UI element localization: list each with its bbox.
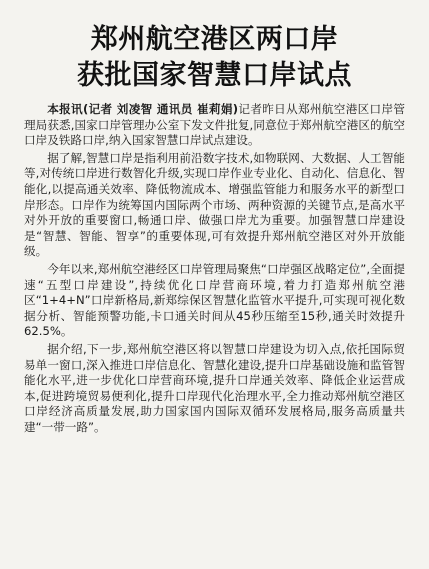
headline-line-1: 郑州航空港区两口岸 [90,24,339,55]
headline-line-2: 获批国家智慧口岸试点 [77,60,352,91]
paragraph-4: 据介绍,下一步,郑州航空港区将以智慧口岸建设为切入点,依托国际贸易单一窗口,深入推进口岸信息化、智慧化建设,提升口岸基础设施和监管智能化水平,进一步优化口岸营商环境,提升口岸通关效率、降低企业运营成本,促进跨境贸易便利化,提升口岸现代化治理水平,全力推动郑州航空港区口岸经济高质量发展,助力国家国内国际双循环发展格局,服务高质量共建“一带一路”。 [24,341,405,434]
byline: 本报讯(记者 刘凌智 通讯员 崔莉娟) [47,102,239,116]
article-body [24,102,405,437]
paragraph-1 [24,102,405,149]
paragraph-1-text: 记者昨日从郑州航空港区口岸管理局获悉,国家口岸管理办公室下发文件批复,同意位于郑州航空港区的航空口岸及铁路口岸,纳入国家智慧口岸试点建设。 [24,102,405,148]
paragraph-3: 今年以来,郑州航空港经区口岸管理局聚焦“口岸强区战略定位”,全面提速“五型口岸建设”,持续优化口岸营商环境,着力打造郑州航空港区“1+4+N”口岸新格局,新郑综保区智慧化监管水平提升,可实现可视化数据分析、智能预警功能,卡口通关时间从45秒压缩至15秒,通关时效提升62.5%。 [24,261,405,339]
paragraph-2: 据了解,智慧口岸是指利用前沿数字技术,如物联网、大数据、人工智能等,对传统口岸进行数智化升级,实现口岸作业专业化、自动化、信息化、智能化,以提高通关效率、降低物流成本、增强监管能力和服务水平的新型口岸形态。口岸作为统筹国内国际两个市场、两种资源的关键节点,是高水平对外开放的重要窗口,畅通口岸、做强口岸尤为重要。加强智慧口岸建设是“智慧、智能、智享”的重要体现,可有效提升郑州航空港区对外开放能级。 [24,150,405,259]
